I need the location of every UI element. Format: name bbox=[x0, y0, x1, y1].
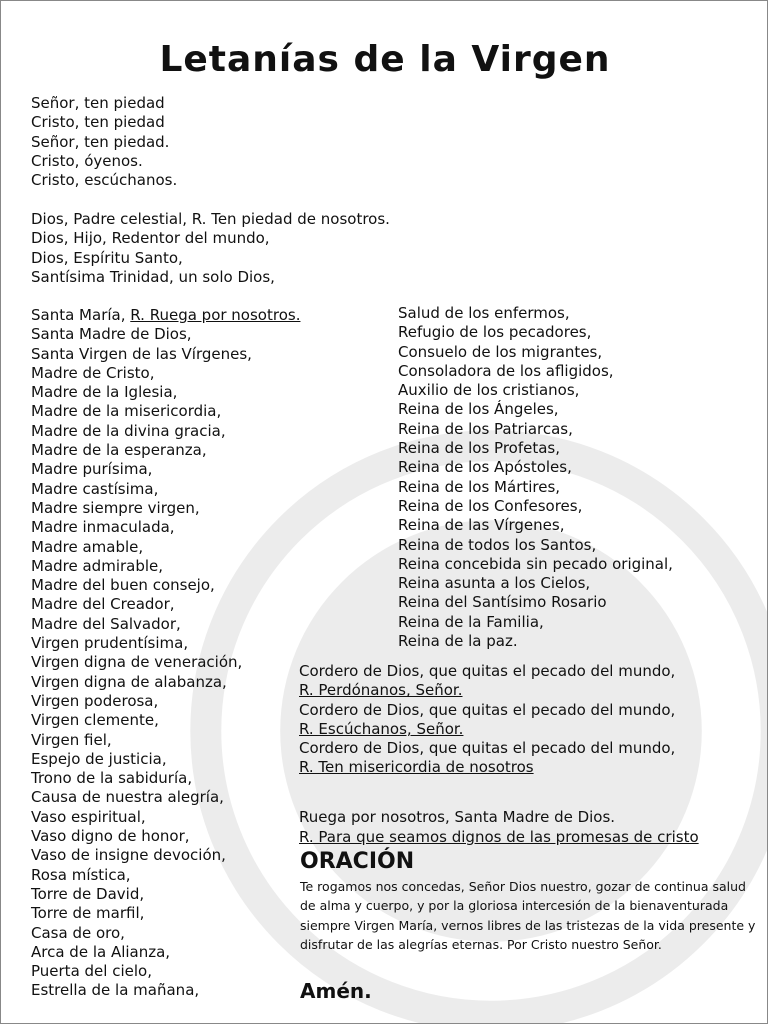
response-text: R. Ruega por nosotros. bbox=[130, 306, 301, 324]
list-item: Madre inmaculada, bbox=[31, 518, 175, 537]
list-item: Madre de Cristo, bbox=[31, 363, 155, 382]
list-item: Rosa mística, bbox=[31, 865, 131, 884]
amen-text: Amén. bbox=[300, 979, 372, 1003]
oracion-text: Te rogamos nos concedas, Señor Dios nuestro, gozar de continua salud de alma y cuerpo, y por la gloriosa intercesión de la bienaventurada siempre Virgen María, vernos libres de las tristezas de la vida presente y disfrutar de las alegrías eternas. Por Cristo nuestro Señor. bbox=[300, 879, 756, 952]
list-item: Madre del Creador, bbox=[31, 595, 175, 614]
litany-left-column bbox=[31, 306, 300, 1001]
oracion-heading: ORACIÓN bbox=[300, 849, 415, 874]
list-item: Puerta del cielo, bbox=[31, 962, 152, 981]
list-item: Arca de la Alianza, bbox=[31, 942, 171, 961]
list-item: Señor, ten piedad. bbox=[31, 132, 170, 151]
list-item: Madre amable, bbox=[31, 537, 144, 556]
list-item: Estrella de la mañana, bbox=[31, 981, 200, 1000]
list-item: Cristo, ten piedad bbox=[31, 113, 165, 132]
list-item: Madre de la misericordia, bbox=[31, 402, 222, 421]
list-item: Reina asunta a los Cielos, bbox=[398, 574, 591, 593]
list-item: Cristo, escúchanos. bbox=[31, 171, 178, 190]
response-text: R. Perdónanos, Señor. bbox=[299, 681, 463, 700]
intro-invocations bbox=[31, 94, 177, 190]
first-invocation: Santa María, bbox=[31, 306, 126, 324]
list-item: Madre de la divina gracia, bbox=[31, 421, 226, 440]
response-text: R. Escúchanos, Señor. bbox=[299, 719, 464, 738]
list-item: Torre de marfil, bbox=[31, 904, 145, 923]
trinity-invocations bbox=[31, 210, 390, 287]
list-item: Trono de la sabiduría, bbox=[31, 769, 193, 788]
list-item: Madre de la esperanza, bbox=[31, 441, 207, 460]
list-item: Refugio de los pecadores, bbox=[398, 323, 592, 342]
list-item: Vaso espiritual, bbox=[31, 807, 146, 826]
response-text: R. Para que seamos dignos de las promesas de cristo bbox=[299, 828, 699, 846]
list-item: Señor, ten piedad bbox=[31, 94, 165, 112]
list-item: Virgen digna de veneración, bbox=[31, 653, 243, 672]
list-item: Santa Virgen de las Vírgenes, bbox=[31, 344, 252, 363]
agnus-dei-section bbox=[299, 662, 675, 778]
list-item: Reina de todos los Santos, bbox=[398, 535, 597, 554]
litany-right-column bbox=[398, 304, 673, 651]
list-item: Vaso de insigne devoción, bbox=[31, 846, 226, 865]
list-item: Santa Madre de Dios, bbox=[31, 325, 192, 344]
list-item: Virgen fiel, bbox=[31, 730, 112, 749]
list-item: Causa de nuestra alegría, bbox=[31, 788, 224, 807]
list-item: Casa de oro, bbox=[31, 923, 125, 942]
list-item: Virgen digna de alabanza, bbox=[31, 672, 227, 691]
list-item: Reina de las Vírgenes, bbox=[398, 516, 565, 535]
list-item bbox=[31, 306, 300, 325]
list-item: Virgen poderosa, bbox=[31, 691, 159, 710]
list-item: Madre purísima, bbox=[31, 460, 153, 479]
list-item: Madre de la Iglesia, bbox=[31, 383, 178, 402]
list-item: Reina de la Familia, bbox=[398, 612, 544, 631]
list-item: Reina del Santísimo Rosario bbox=[398, 593, 607, 612]
list-item: Madre del buen consejo, bbox=[31, 576, 215, 595]
list-item: Santísima Trinidad, un solo Dios, bbox=[31, 267, 275, 286]
list-item: Espejo de justicia, bbox=[31, 749, 167, 768]
list-item: Reina de los Profetas, bbox=[398, 439, 561, 458]
list-item: Ruega por nosotros, Santa Madre de Dios. bbox=[299, 808, 616, 826]
list-item: Reina de la paz. bbox=[398, 632, 518, 651]
list-item: Reina de los Mártires, bbox=[398, 477, 561, 496]
list-item: Consuelo de los migrantes, bbox=[398, 342, 603, 361]
list-item: Cristo, óyenos. bbox=[31, 151, 143, 170]
list-item: Reina concebida sin pecado original, bbox=[398, 554, 673, 573]
list-item: Virgen clemente, bbox=[31, 711, 159, 730]
list-item: Reina de los Ángeles, bbox=[398, 400, 559, 419]
list-item: Madre del Salvador, bbox=[31, 614, 181, 633]
list-item: Reina de los Apóstoles, bbox=[398, 458, 572, 477]
list-item: Dios, Padre celestial, R. Ten piedad de nosotros. bbox=[31, 210, 390, 228]
list-item: Cordero de Dios, que quitas el pecado del mundo, bbox=[299, 739, 676, 758]
list-item: Cordero de Dios, que quitas el pecado del mundo, bbox=[299, 662, 676, 680]
list-item: Cordero de Dios, que quitas el pecado del mundo, bbox=[299, 700, 676, 719]
list-item: Reina de los Patriarcas, bbox=[398, 419, 573, 438]
list-item: Auxilio de los cristianos, bbox=[398, 381, 580, 400]
list-item: Virgen prudentísima, bbox=[31, 634, 189, 653]
page-title: Letanías de la Virgen bbox=[159, 39, 611, 80]
list-item: Dios, Hijo, Redentor del mundo, bbox=[31, 229, 270, 248]
list-item: Dios, Espíritu Santo, bbox=[31, 248, 183, 267]
response-text: R. Ten misericordia de nosotros bbox=[299, 758, 534, 777]
list-item: Torre de David, bbox=[31, 884, 145, 903]
list-item: Salud de los enfermos, bbox=[398, 304, 570, 322]
list-item: Consoladora de los afligidos, bbox=[398, 361, 614, 380]
list-item: Vaso digno de honor, bbox=[31, 827, 190, 846]
list-item: Madre admirable, bbox=[31, 556, 164, 575]
list-item: Reina de los Confesores, bbox=[398, 496, 583, 515]
list-item: Madre siempre virgen, bbox=[31, 498, 200, 517]
ruega-section bbox=[299, 807, 699, 847]
list-item: Madre castísima, bbox=[31, 479, 159, 498]
